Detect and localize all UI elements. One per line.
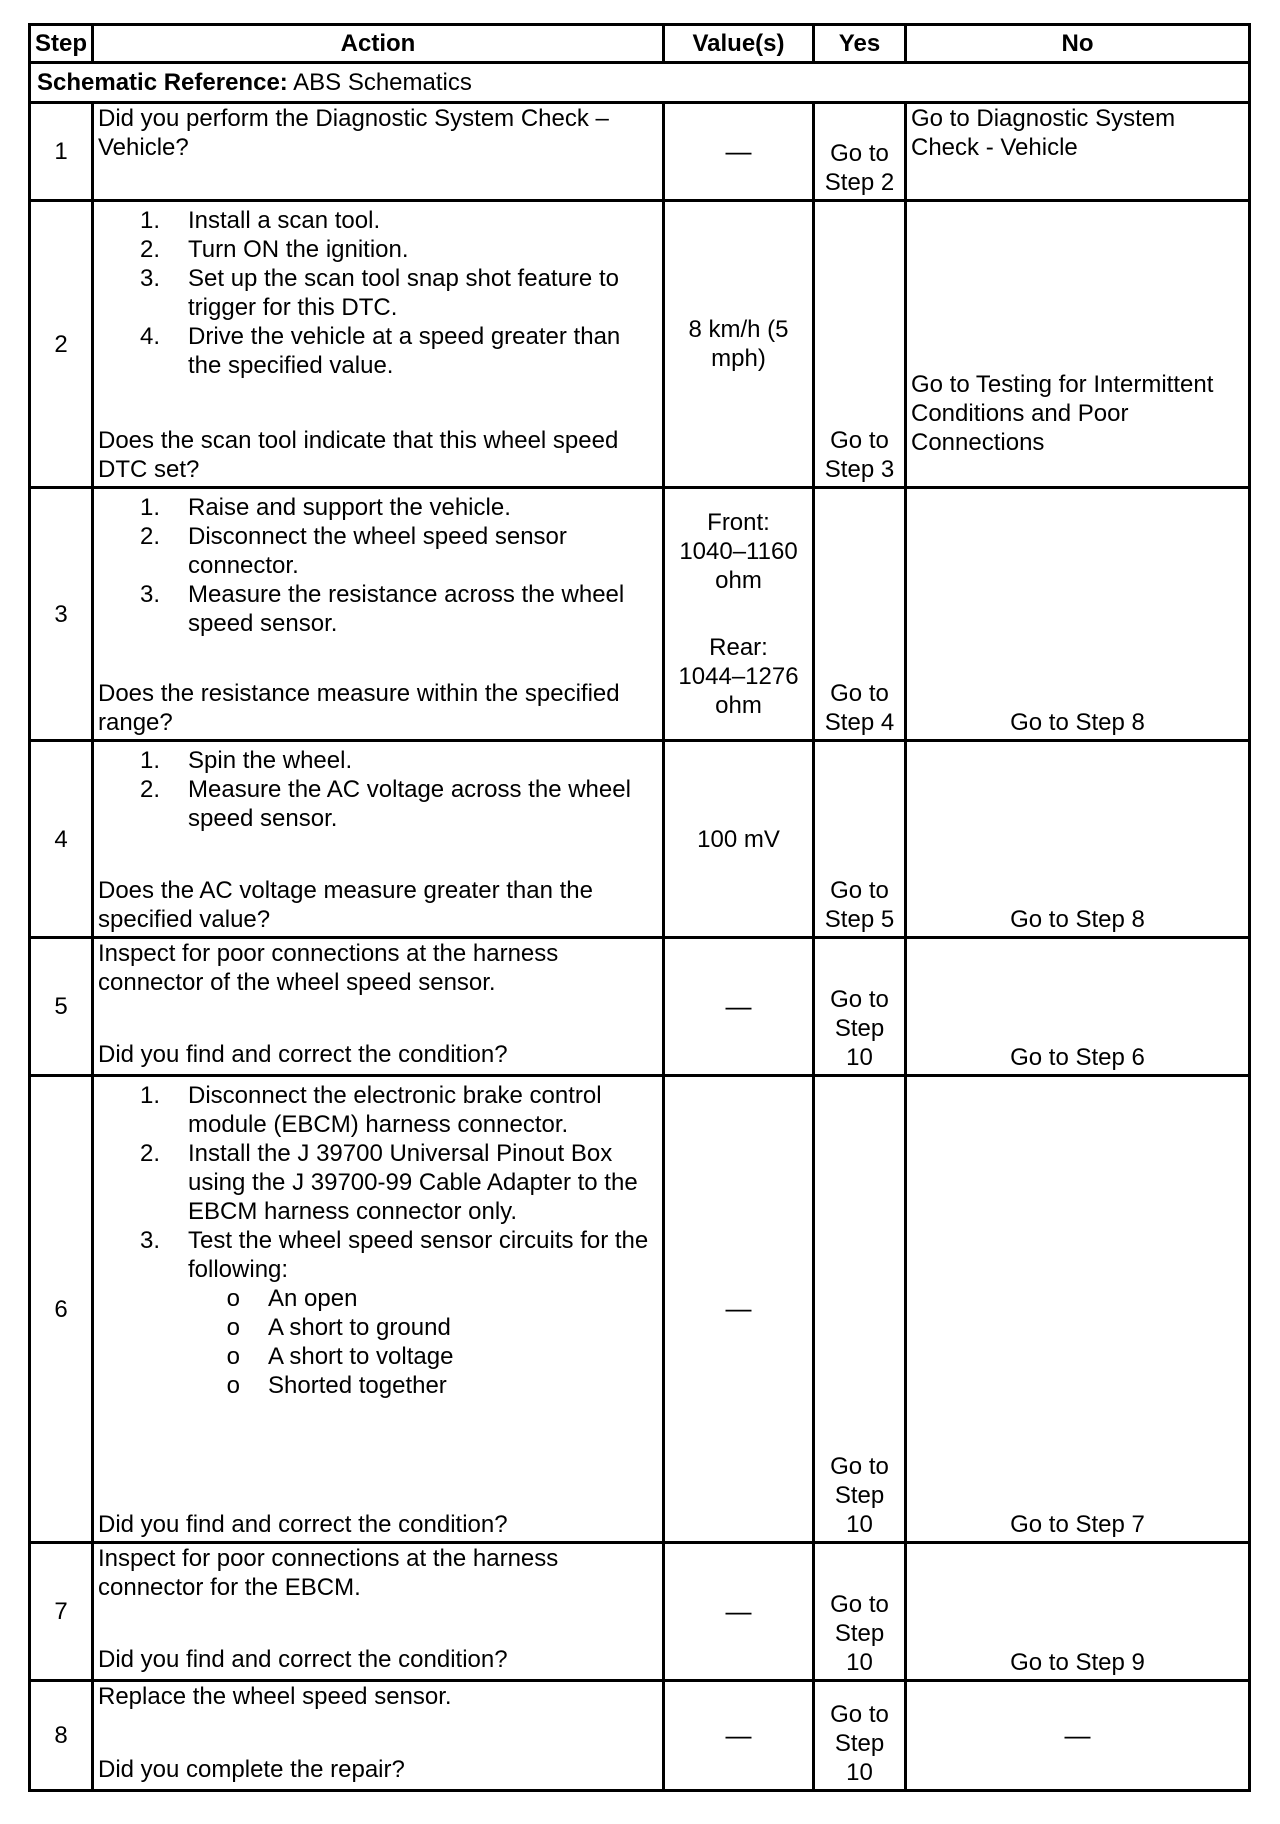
- value-cell: [664, 1543, 814, 1681]
- value-text: —: [725, 990, 752, 1021]
- header-row: [30, 25, 1250, 63]
- value-front-label: Front:: [707, 509, 770, 536]
- action-question: Did you complete the repair?: [98, 1756, 405, 1783]
- yes-cell: Go to Step 3: [814, 201, 906, 488]
- action-cell: [93, 201, 664, 488]
- yes-cell: Go to Step 2: [814, 103, 906, 201]
- value-cell: [664, 488, 814, 741]
- action-cell: [93, 1543, 664, 1681]
- no-cell: Go to Step 6: [906, 938, 1250, 1076]
- no-text: —: [1064, 1719, 1091, 1750]
- list-item: 3. Set up the scan tool snap shot feature to trigger for this DTC.: [139, 265, 619, 321]
- action-text: Did you perform the Diagnostic System Check – Vehicle?: [98, 105, 609, 161]
- list-item: 2. Turn ON the ignition.: [139, 236, 409, 263]
- table-row: [30, 1543, 1250, 1681]
- step-number: 1: [30, 103, 93, 201]
- action-question: Did you find and correct the condition?: [98, 1511, 508, 1538]
- yes-cell: Go to Step 10: [814, 1076, 906, 1543]
- yes-cell: Go to Step 10: [814, 938, 906, 1076]
- schematic-row: [30, 63, 1250, 103]
- value-cell: [664, 103, 814, 201]
- list-item: 2. Disconnect the wheel speed sensor connector.: [139, 523, 567, 579]
- no-cell: Go to Diagnostic System Check - Vehicle: [906, 103, 1250, 201]
- list-item: 1. Disconnect the electronic brake control module (EBCM) harness connector.: [139, 1082, 602, 1138]
- value-cell: 100 mV: [664, 741, 814, 938]
- no-cell: Go to Step 9: [906, 1543, 1250, 1681]
- no-cell: Go to Step 8: [906, 741, 1250, 938]
- action-text: Inspect for poor connections at the harness connector for the EBCM.: [98, 1545, 559, 1601]
- diagnostic-table: [28, 23, 1251, 1792]
- sub-list-item: o Shorted together: [226, 1372, 447, 1399]
- list-item: 1. Raise and support the vehicle.: [139, 494, 511, 521]
- yes-cell: Go to Step 4: [814, 488, 906, 741]
- action-question: Does the resistance measure within the specified range?: [98, 680, 620, 736]
- list-item: 2. Install the J 39700 Universal Pinout Box using the J 39700-99 Cable Adapter to the EBCM harness connector only.: [139, 1140, 638, 1225]
- no-cell: Go to Testing for Intermittent Conditions and Poor Connections: [906, 201, 1250, 488]
- value-cell: 8 km/h (5 mph): [664, 201, 814, 488]
- list-item: 1. Spin the wheel.: [139, 747, 353, 774]
- action-cell: [93, 488, 664, 741]
- step-number: 8: [30, 1681, 93, 1791]
- action-cell: [93, 938, 664, 1076]
- no-cell: Go to Step 8: [906, 488, 1250, 741]
- schematic-reference: [30, 63, 1250, 103]
- header-step: Step: [30, 25, 93, 63]
- action-text: Replace the wheel speed sensor.: [98, 1683, 452, 1710]
- sub-list: [188, 1284, 658, 1400]
- table-row: [30, 938, 1250, 1076]
- header-no: No: [906, 25, 1250, 63]
- sub-list-item: o A short to ground: [226, 1314, 451, 1341]
- value-rear: 1044–1276 ohm: [678, 663, 799, 719]
- step-number: 2: [30, 201, 93, 488]
- value-text: —: [725, 1293, 752, 1323]
- list-item: 1. Install a scan tool.: [139, 207, 381, 234]
- action-question: Does the AC voltage measure greater than the specified value?: [98, 877, 593, 933]
- action-question: Did you find and correct the condition?: [98, 1041, 508, 1068]
- value-text: —: [725, 135, 752, 166]
- step-number: 3: [30, 488, 93, 741]
- action-cell: [93, 741, 664, 938]
- action-cell: [93, 1681, 664, 1791]
- header-values: Value(s): [664, 25, 814, 63]
- value-cell: [664, 938, 814, 1076]
- list-item: 2. Measure the AC voltage across the wheel speed sensor.: [139, 776, 631, 832]
- list-item: 3. Measure the resistance across the wheel speed sensor.: [139, 581, 625, 637]
- sub-list-item: o A short to voltage: [226, 1343, 454, 1370]
- step-number: 7: [30, 1543, 93, 1681]
- action-question: Does the scan tool indicate that this wheel speed DTC set?: [98, 427, 619, 483]
- table-row: [30, 1076, 1250, 1543]
- value-text: —: [725, 1595, 752, 1626]
- table-row: [30, 1681, 1250, 1791]
- table-row: [30, 201, 1250, 488]
- action-steps: [98, 1081, 658, 1400]
- table-row: [30, 488, 1250, 741]
- yes-cell: Go to Step 10: [814, 1681, 906, 1791]
- action-steps: [98, 746, 658, 833]
- action-cell: [93, 1076, 664, 1543]
- step-number: 5: [30, 938, 93, 1076]
- yes-cell: Go to Step 5: [814, 741, 906, 938]
- value-cell: [664, 1076, 814, 1543]
- step-number: 6: [30, 1076, 93, 1543]
- action-cell: [93, 103, 664, 201]
- action-steps: [98, 206, 658, 380]
- list-item: 3. Test the wheel speed sensor circuits for the following: o An open o A short to ground o A short to voltage o Shorted together: [98, 1226, 658, 1400]
- yes-cell: Go to Step 10: [814, 1543, 906, 1681]
- action-question: Did you find and correct the condition?: [98, 1646, 508, 1673]
- step-number: 4: [30, 741, 93, 938]
- no-cell: Go to Step 7: [906, 1076, 1250, 1543]
- value-rear-label: Rear:: [709, 634, 768, 661]
- action-text: Inspect for poor connections at the harness connector of the wheel speed sensor.: [98, 940, 559, 996]
- header-action: Action: [93, 25, 664, 63]
- table-row: [30, 103, 1250, 201]
- sub-list-item: o An open: [226, 1285, 358, 1312]
- list-item: 4. Drive the vehicle at a speed greater than the specified value.: [139, 323, 621, 379]
- table-row: [30, 741, 1250, 938]
- value-front: 1040–1160 ohm: [679, 538, 798, 594]
- value-cell: [664, 1681, 814, 1791]
- no-cell: [906, 1681, 1250, 1791]
- header-yes: Yes: [814, 25, 906, 63]
- schematic-label: Schematic Reference:: [37, 69, 288, 96]
- action-steps: [98, 493, 658, 638]
- schematic-value: ABS Schematics: [293, 69, 472, 96]
- value-text: —: [725, 1719, 752, 1750]
